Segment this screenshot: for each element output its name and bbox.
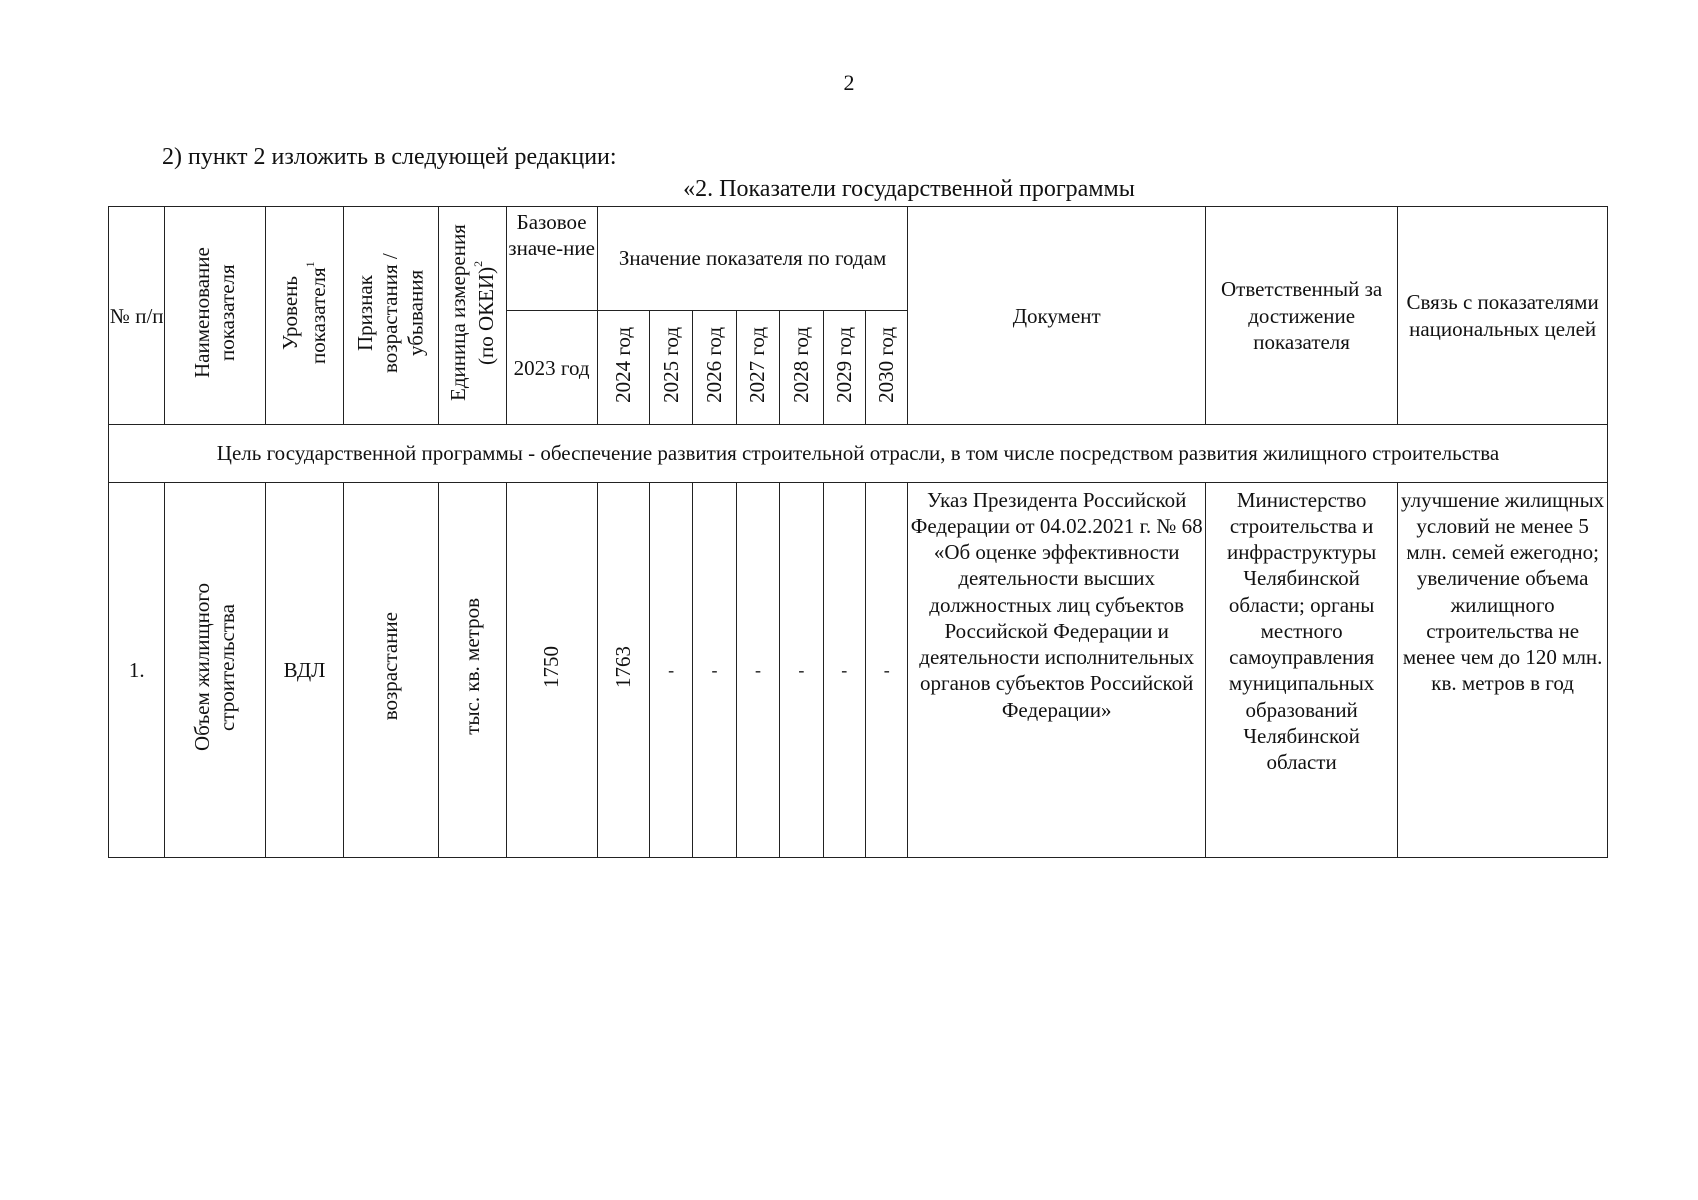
year-label: 2027 год — [745, 326, 770, 403]
row-name — [165, 482, 266, 858]
row-document-text: Указ Президента Российской Федерации от 04.02.2021 г. № 68 «Об оценке эффективности деятельности высших должностных лиц субъектов Российской Федерации и деятельности исполнительных органов субъектов Российской Федерации» — [910, 487, 1203, 722]
indicators-table — [108, 206, 1608, 858]
year-label: 2026 год — [701, 326, 726, 403]
row-level-text: ВДЛ — [283, 657, 326, 682]
row-2025-text: - — [668, 659, 675, 680]
header-name-label: Наименование показателя — [190, 247, 240, 378]
table-title: «2. Показатели государственной программы — [683, 176, 1135, 202]
header-num — [109, 207, 165, 425]
row-2030 — [865, 482, 907, 858]
row-base-text: 1750 — [539, 645, 564, 688]
header-level-label: Уровень показателя — [277, 267, 331, 364]
header-base — [506, 207, 597, 311]
year-label: 2029 год — [831, 326, 856, 403]
row-unit-text: тыс. кв. метров — [459, 598, 484, 735]
header-year-2024 — [597, 311, 649, 425]
row-unit — [439, 482, 506, 858]
header-year-2025 — [649, 311, 692, 425]
header-year-2029 — [823, 311, 865, 425]
row-link-text: улучшение жилищных условий не менее 5 млн. семей ежегодно; увеличение объема жилищного строительства не менее чем до 120 млн. кв. метров в год — [1401, 487, 1605, 696]
goal-text: Цель государственной программы - обеспечение развития строительной отрасли, в том числе посредством развития жилищного строительства — [216, 441, 1500, 466]
header-unit-footnote: 2 — [470, 260, 485, 267]
row-name-text: Объем жилищного строительства — [190, 582, 240, 751]
row-responsible — [1206, 482, 1398, 858]
row-sign — [343, 482, 439, 858]
row-2026-text: - — [711, 659, 718, 680]
row-2025 — [649, 482, 692, 858]
row-sign-text: возрастание — [378, 612, 403, 721]
header-year-2030 — [865, 311, 907, 425]
header-responsible — [1206, 207, 1398, 425]
header-responsible-label: Ответственный за достижение показателя — [1221, 277, 1383, 354]
header-year-2026 — [693, 311, 736, 425]
header-values — [597, 207, 908, 311]
header-unit-label: Единица измерения (по ОКЕИ) — [445, 224, 498, 401]
header-name — [165, 207, 266, 425]
row-2029-text: - — [841, 659, 848, 680]
row-responsible-text: Министерство строительства и инфраструктуры Челябинской области; органы местного самоуправления муниципальных образований Челябинской области — [1226, 487, 1377, 774]
goal-cell — [109, 425, 1608, 482]
row-2027-text: - — [754, 659, 761, 680]
row-2026 — [693, 482, 736, 858]
header-unit — [439, 207, 506, 425]
header-document-label: Документ — [1012, 303, 1101, 328]
header-level — [266, 207, 343, 425]
row-level — [266, 482, 343, 858]
row-2028-text: - — [798, 659, 805, 680]
row-document — [908, 482, 1206, 858]
header-num-label: № п/п — [109, 303, 164, 328]
year-label: 2025 год — [658, 326, 683, 403]
row-2024-text: 1763 — [610, 645, 635, 688]
header-level-footnote: 1 — [303, 261, 318, 268]
header-year-2028 — [780, 311, 823, 425]
row-2029 — [823, 482, 865, 858]
row-num-text: 1. — [128, 657, 145, 682]
row-2028 — [780, 482, 823, 858]
row-2027 — [736, 482, 779, 858]
year-label: 2030 год — [874, 326, 899, 403]
page-number: 2 — [843, 70, 855, 95]
header-sign-label: Признак возрастания / убывания — [353, 252, 428, 373]
header-values-label: Значение показателя по годам — [618, 246, 887, 271]
header-link — [1398, 207, 1608, 425]
header-sign — [343, 207, 439, 425]
row-link — [1398, 482, 1608, 858]
row-num — [109, 482, 165, 858]
header-base-year-label: 2023 год — [513, 355, 590, 380]
row-2030-text: - — [883, 659, 890, 680]
year-label: 2024 год — [610, 326, 635, 403]
row-base — [506, 482, 597, 858]
header-document — [908, 207, 1206, 425]
header-link-label: Связь с показателями национальных целей — [1406, 290, 1599, 341]
header-base-year — [506, 311, 597, 425]
intro-text: 2) пункт 2 изложить в следующей редакции: — [162, 144, 617, 170]
header-year-2027 — [736, 311, 779, 425]
header-base-label: Базовое значе-ние — [508, 210, 595, 261]
row-2024 — [597, 482, 649, 858]
year-label: 2028 год — [788, 326, 813, 403]
